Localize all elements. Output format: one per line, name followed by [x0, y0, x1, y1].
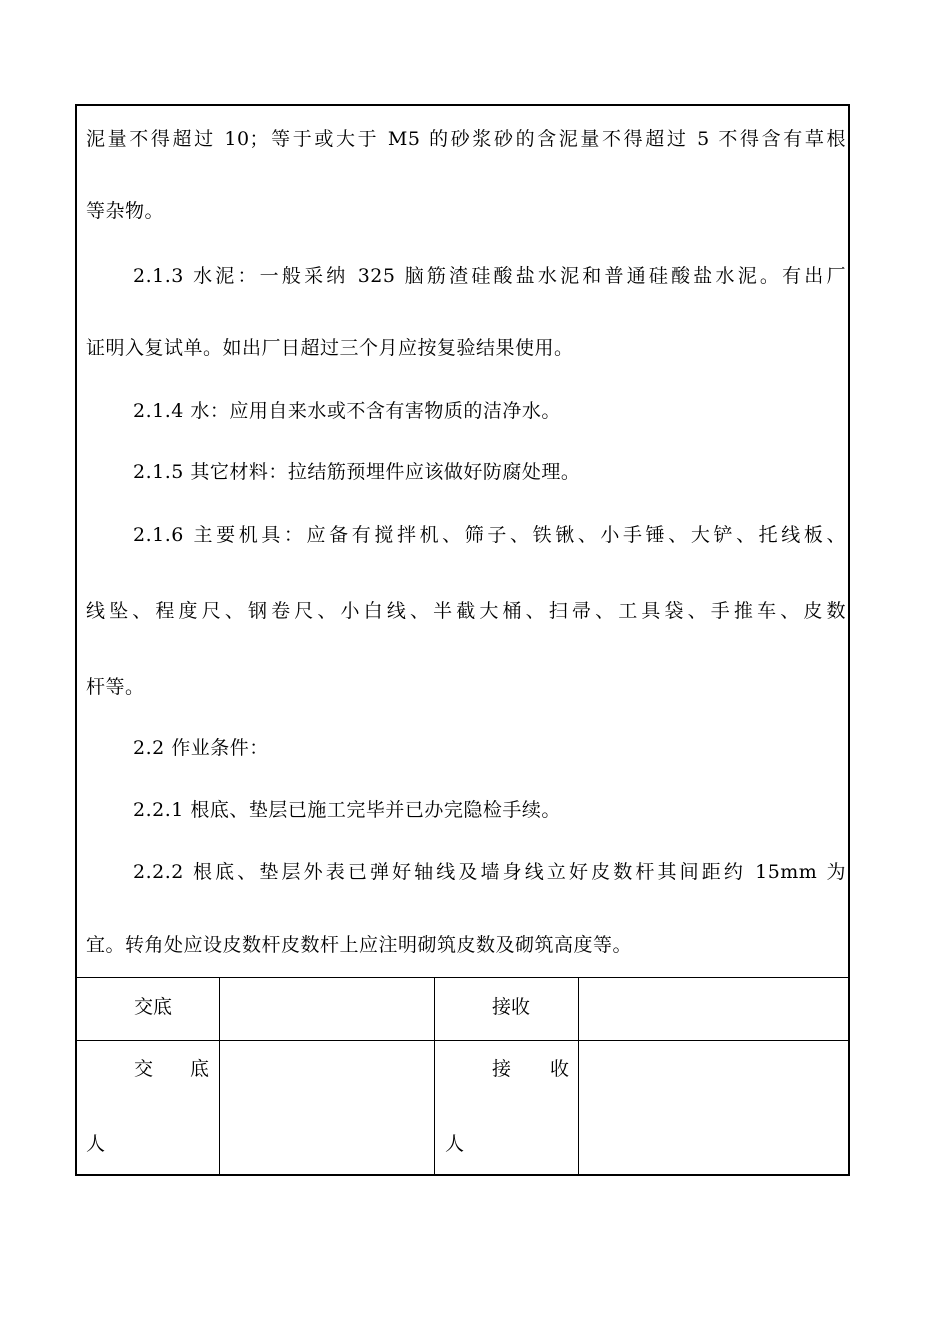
handover-person-label-a: 交 [134, 1058, 154, 1080]
body-line-8: 线坠、程度尺、钢卷尺、小白线、半截大桶、扫帚、工具袋、手推车、皮数 [86, 600, 846, 622]
receiver-label-c: 人 [445, 1133, 465, 1155]
signoff-row-divider [77, 1040, 848, 1041]
handover-person-label-b: 底 [190, 1058, 210, 1080]
body-line-1: 泥量不得超过 10；等于或大于 M5 的砂浆砂的含泥量不得超过 5 不得含有草根 [86, 128, 846, 150]
document-body [77, 106, 848, 978]
body-line-7: 2.1.6 主要机具：应备有搅拌机、筛子、铁锹、小手锤、大铲、托线板、 [133, 524, 846, 546]
body-line-4: 证明入复试单。如出厂日超过三个月应按复验结果使用。 [86, 337, 574, 359]
handover-label: 交底 [134, 996, 173, 1018]
handover-person-label-c: 人 [86, 1133, 106, 1155]
receiver-label-a: 接 [492, 1058, 512, 1080]
handover-person-value[interactable] [229, 1057, 424, 1167]
receive-value[interactable] [588, 995, 843, 1025]
receive-label: 接收 [492, 996, 531, 1018]
receiver-value[interactable] [588, 1057, 843, 1167]
body-line-2: 等杂物。 [86, 200, 165, 222]
signoff-col-divider-1 [219, 977, 220, 1176]
body-line-5: 2.1.4 水：应用自来水或不含有害物质的洁净水。 [133, 400, 561, 422]
body-line-13: 宜。转角处应设皮数杆皮数杆上应注明砌筑皮数及砌筑高度等。 [86, 934, 633, 956]
body-line-3: 2.1.3 水泥：一般采纳 325 脑筋渣硅酸盐水泥和普通硅酸盐水泥。有出厂 [133, 265, 846, 287]
signoff-top-border [77, 977, 848, 978]
body-line-10: 2.2 作业条件： [133, 737, 269, 759]
signoff-col-divider-3 [578, 977, 579, 1176]
body-line-11: 2.2.1 根底、垫层已施工完毕并已办完隐检手续。 [133, 799, 561, 821]
signoff-col-divider-2 [434, 977, 435, 1176]
body-line-9: 杆等。 [86, 676, 145, 698]
document-frame [75, 104, 850, 1176]
handover-value[interactable] [229, 995, 424, 1025]
receiver-label-b: 收 [550, 1058, 570, 1080]
body-line-12: 2.2.2 根底、垫层外表已弹好轴线及墙身线立好皮数杆其间距约 15mm 为 [133, 861, 846, 883]
body-line-6: 2.1.5 其它材料：拉结筋预埋件应该做好防腐处理。 [133, 461, 581, 483]
